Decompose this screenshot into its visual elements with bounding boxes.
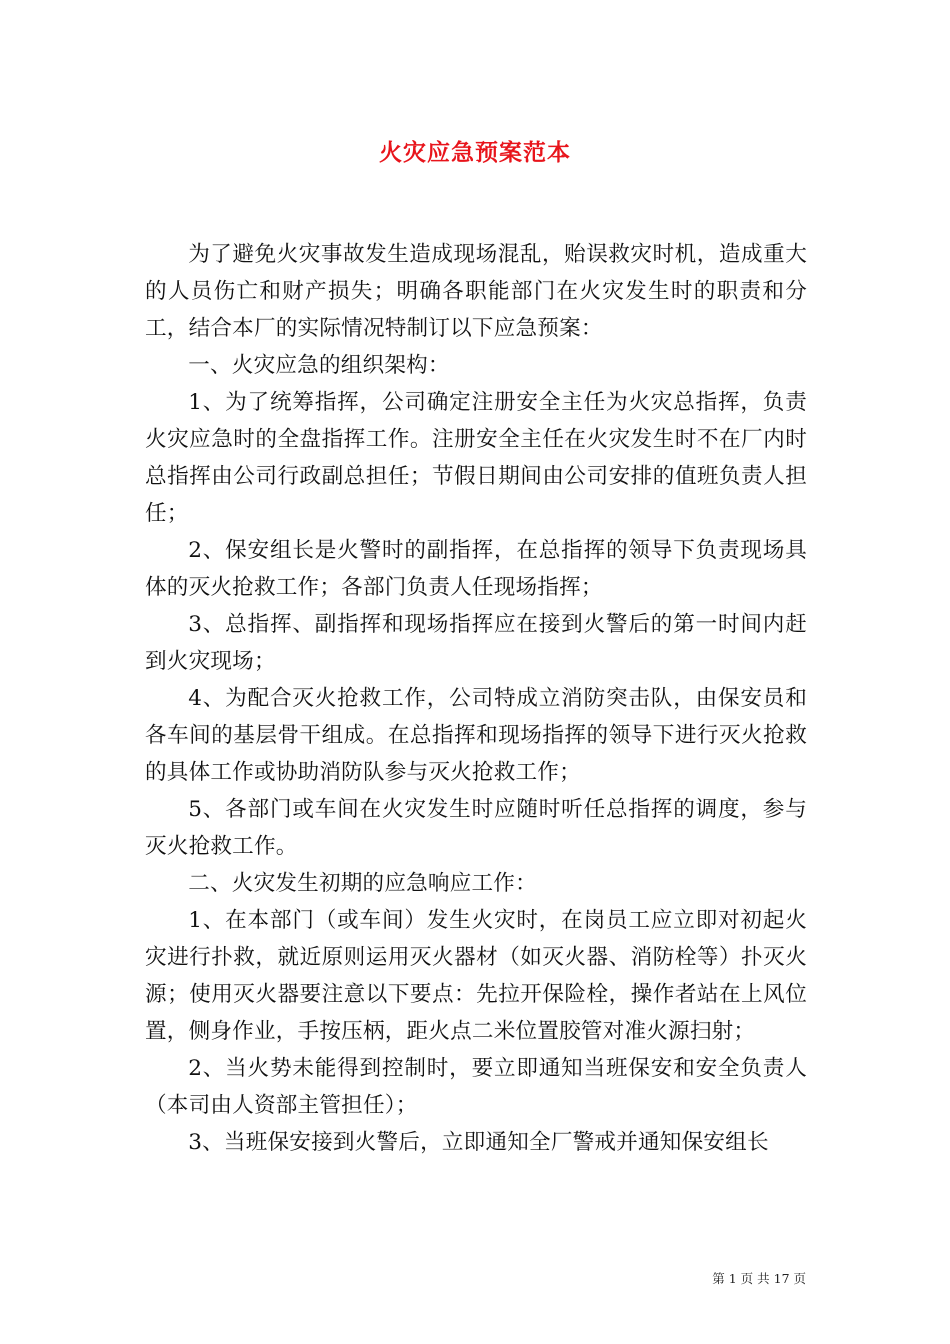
paragraph-1-4: 4、为配合灭火抢救工作，公司特成立消防突击队，由保安员和各车间的基层骨干组成。在总指挥和现场指挥的领导下进行灭火抢救的具体工作或协助消防队参与灭火抢救工作；	[145, 686, 807, 785]
paragraph-1-2: 2、保安组长是火警时的副指挥，在总指挥的领导下负责现场具体的灭火抢救工作；各部门负责人任现场指挥；	[145, 538, 807, 600]
page-number: 第 1 页 共 17 页	[712, 1271, 806, 1286]
document-title: 火灾应急预案范本	[379, 139, 571, 166]
paragraph-1-1: 1、为了统筹指挥，公司确定注册安全主任为火灾总指挥，负责火灾应急时的全盘指挥工作。注册安全主任在火灾发生时不在厂内时总指挥由公司行政副总担任；节假日期间由公司安排的值班负责人担任；	[145, 390, 807, 526]
paragraph-2-3: 3、当班保安接到火警后，立即通知全厂警戒并通知保安组长	[188, 1130, 769, 1155]
document-body	[145, 236, 807, 1161]
section-heading-1: 一、火灾应急的组织架构：	[188, 353, 450, 378]
paragraph-1-3: 3、总指挥、副指挥和现场指挥应在接到火警后的第一时间内赶到火灾现场；	[145, 612, 807, 674]
paragraph-2-2: 2、当火势未能得到控制时，要立即通知当班保安和安全负责人（本司由人资部主管担任）；	[145, 1056, 807, 1118]
paragraph-2-1: 1、在本部门（或车间）发生火灾时，在岗员工应立即对初起火灾进行扑救，就近原则运用灭火器材（如灭火器、消防栓等）扑灭火源；使用灭火器要注意以下要点：先拉开保险栓，操作者站在上风位置，侧身作业，手按压柄，距火点二米位置胶管对准火源扫射；	[145, 908, 807, 1044]
paragraph-intro: 为了避免火灾事故发生造成现场混乱，贻误救灾时机，造成重大的人员伤亡和财产损失；明确各职能部门在火灾发生时的职责和分工，结合本厂的实际情况特制订以下应急预案：	[145, 242, 807, 341]
paragraph-1-5: 5、各部门或车间在火灾发生时应随时听任总指挥的调度，参与灭火抢救工作。	[145, 797, 807, 859]
section-heading-2: 二、火灾发生初期的应急响应工作：	[188, 871, 537, 896]
